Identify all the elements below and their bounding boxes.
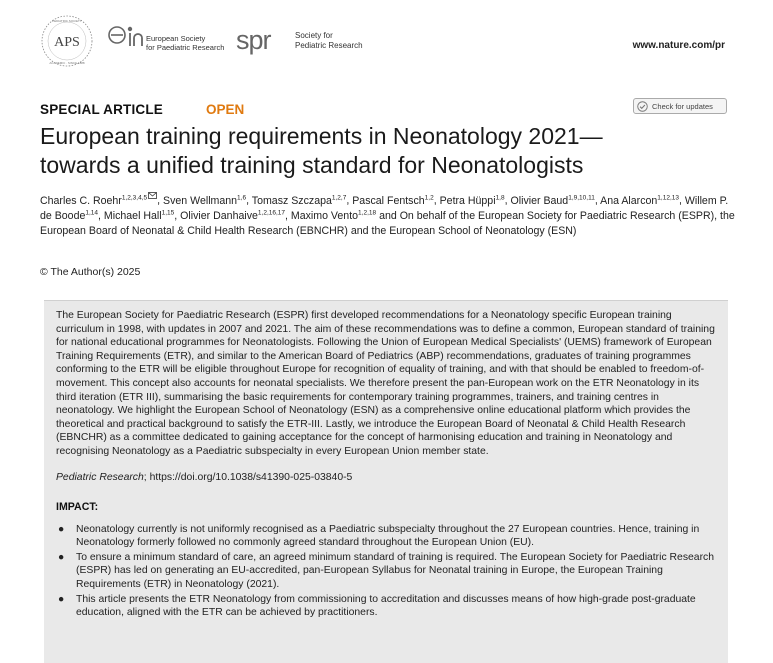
abstract-text: The European Society for Paediatric Research (ESPR) first developed recommendations for a Neonatology specific European training curriculum in 1998, with updates in 2007 and 2021. The aim of these recommendations was to define a common, European standard of training for national educational programmes for Neonatologists. Following the Union of European Medical Specialists' (UEMS) framework of European Training Requirements (ETR), and similar to the American Board of Pediatrics (ABP) recommendations, graduates of training programmes conforming to the ETR will be eligible throughout Europe for recognition of equality of training, and with that should be enabled to freedom-of-movement. This concept also accounts for neonatal specialists. We therefore present the pan-European work on the ETR Neonatology in its third iteration (ETR III), summarising the basic requirements for contemporary training programmes, trainers, and training centres in neonatology. We highlight the European School of Neonatology (ESN) as a comprehensive online educational platform which provides the theoretical and practical background to satisfy the ETR-III. Lastly, we introduce the European Board of Neonatal & Child Health Research (EBNCHR) as a committee dedicated to gaining acceptance for the concept of harmonising education and training in Neonatology and recognising Neonatology as a Paediatric subspecialty in every European Union member state.: [56, 310, 715, 457]
spr-logo: [236, 24, 292, 58]
check-updates-label: Check for updates: [652, 101, 713, 111]
author-affiliation-sup: 1,2,18: [358, 209, 377, 216]
author-affiliation-sup: 1,2: [424, 194, 434, 201]
impact-item-text: This article presents the ETR Neonatology from commissioning to accreditation and discusses means of how high-grade post-graduate education, aligned with the ETR can be achieved by practitioners.: [76, 593, 696, 619]
author-entry[interactable]: [180, 210, 285, 222]
copyright-notice: © The Author(s) 2025: [40, 266, 141, 278]
author-affiliation-sup: 1,15: [161, 209, 175, 216]
author-name[interactable]: Tomasz Szczapa: [251, 194, 332, 207]
author-separator: ,: [157, 194, 164, 207]
authors-tail: and On behalf of the European Society for Paediatric Research (ESPR), the European Board of Neonatal & Child Health Research (EBNCHR) and the European School of Neonatology (ESN): [40, 209, 735, 237]
impact-list: [56, 523, 716, 620]
spr-name-line1: Society for: [295, 31, 333, 40]
espr-name-line2: for Paediatric Research: [146, 43, 225, 52]
author-affiliation-sup: 1,2,7: [331, 194, 347, 201]
author-name[interactable]: Willem P. de Boode: [40, 194, 729, 222]
check-updates-icon: [637, 101, 648, 112]
check-for-updates-button[interactable]: [633, 98, 727, 114]
author-separator: ,: [174, 209, 181, 222]
author-entry[interactable]: [440, 195, 505, 207]
article-type-label: SPECIAL ARTICLE: [40, 102, 164, 117]
spr-name: [295, 31, 363, 51]
aps-logo-text: APS: [54, 35, 80, 50]
author-entry[interactable]: [600, 195, 679, 207]
author-entry[interactable]: [104, 210, 174, 222]
aps-seal-bottom-text: ACADEMIC · SINCE 1888: [49, 61, 85, 65]
author-entry[interactable]: [163, 195, 246, 207]
author-list: [40, 192, 735, 239]
title-line-1: European training requirements in Neonatology 2021—: [40, 123, 603, 149]
author-affiliation-sup: 1,14: [85, 209, 99, 216]
author-affiliation-sup: 1,12,13: [657, 194, 679, 201]
bullet-icon: ●: [58, 593, 65, 605]
citation-journal: Pediatric Research: [56, 471, 144, 483]
author-separator: ,: [594, 194, 601, 207]
author-name[interactable]: Ana Alarcon: [600, 194, 658, 207]
author-affiliation-sup: 1,9,10,11: [568, 194, 595, 201]
title-line-2: towards a unified training standard for Neonatologists: [40, 152, 584, 178]
author-separator: ,: [504, 194, 511, 207]
author-name[interactable]: Maximo Vento: [290, 209, 359, 222]
author-separator: ,: [246, 194, 252, 207]
espr-logo-icon: [108, 22, 144, 50]
author-separator: ,: [433, 194, 440, 207]
author-name[interactable]: Olivier Baud: [510, 194, 569, 207]
author-separator: ,: [346, 194, 353, 207]
bullet-icon: ●: [58, 523, 65, 535]
article-title: [40, 122, 730, 180]
citation-doi[interactable]: ; https://doi.org/10.1038/s41390-025-03840-5: [143, 471, 353, 483]
open-access-badge: OPEN: [206, 102, 245, 117]
author-name[interactable]: Michael Hall: [103, 209, 162, 222]
author-separator: ,: [98, 209, 104, 222]
author-name[interactable]: Charles C. Roehr: [40, 194, 122, 207]
author-name[interactable]: Olivier Danhaive: [180, 209, 258, 222]
author-name[interactable]: Sven Wellmann: [163, 194, 238, 207]
abstract-box: [44, 300, 728, 663]
espr-name-line1: European Society: [146, 34, 206, 43]
author-entry[interactable]: [291, 210, 376, 222]
impact-item-text: Neonatology currently is not uniformly recognised as a Paediatric subspecialty throughout the 27 European countries. Hence, training in Neonatology formerly followed no commonly agreed standard throughout the European Union (EU).: [76, 523, 700, 549]
author-entry[interactable]: [511, 195, 595, 207]
author-entry[interactable]: [252, 195, 347, 207]
author-entry[interactable]: [352, 195, 433, 207]
impact-item-text: To ensure a minimum standard of care, an agreed minimum standard of training is required. The European Society for Paediatric Research (ESPR) has led on generating an EU-accredited, pan-European Syllabus for Neonatal training in Europe, the European Training Requirements (ETR) in Neonatology (2021).: [76, 551, 715, 590]
author-separator: ,: [678, 194, 685, 207]
email-envelope-icon[interactable]: [148, 192, 157, 199]
impact-item: [56, 551, 716, 592]
citation-line: [56, 472, 716, 483]
author-separator: ,: [285, 209, 291, 222]
aps-seal-top-text: PEDIATRIC SOCIETY: [52, 19, 82, 23]
bullet-icon: ●: [58, 551, 65, 563]
impact-heading: IMPACT:: [56, 500, 99, 513]
spr-logo-text: spr: [236, 25, 271, 55]
author-affiliation-sup: 1,6: [237, 194, 247, 201]
author-affiliation-sup: 1,8: [495, 194, 505, 201]
author-name[interactable]: Pascal Fentsch: [352, 194, 425, 207]
journal-header: [0, 0, 773, 90]
author-affiliation-sup: 1,2,3,4,5: [121, 194, 148, 201]
impact-item: [56, 523, 716, 550]
aps-seal-logo: [40, 14, 94, 68]
espr-name: [146, 34, 224, 52]
author-name[interactable]: Petra Hüppi: [439, 194, 496, 207]
author-entry[interactable]: [40, 195, 157, 207]
author-affiliation-sup: 1,2,16,17: [257, 209, 286, 216]
spr-name-line2: Pediatric Research: [295, 41, 363, 50]
journal-url-link[interactable]: www.nature.com/pr: [632, 40, 725, 51]
impact-item: [56, 593, 716, 620]
